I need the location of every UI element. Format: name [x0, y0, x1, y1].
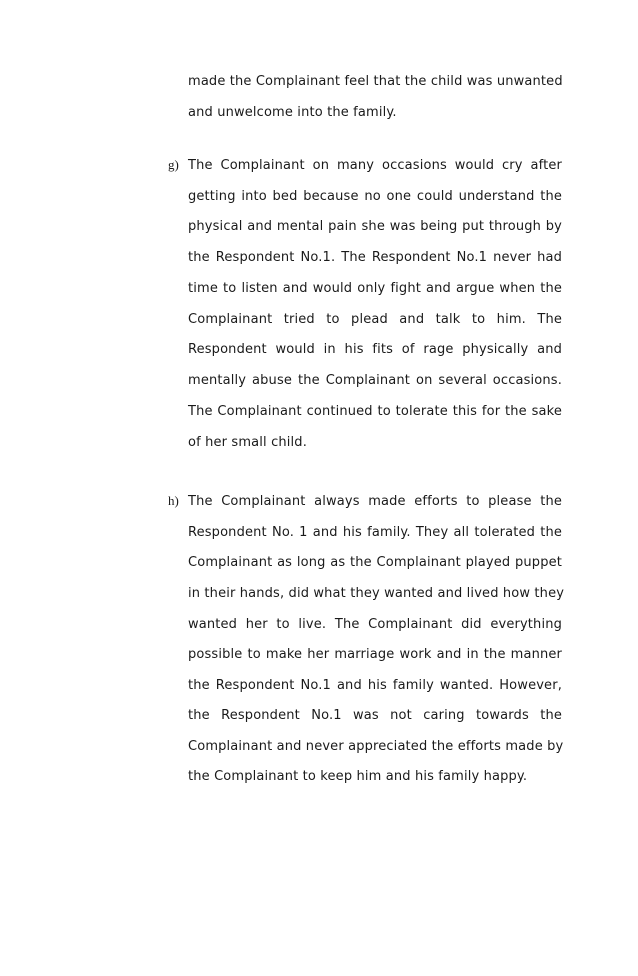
text-line: The Complainant continued to tolerate this for the sake — [188, 404, 562, 419]
paragraph-marker: g) — [168, 157, 179, 172]
text-line: of her small child. — [188, 435, 307, 450]
text-line: made the Complainant feel that the child was unwanted — [188, 74, 563, 89]
text-line: in their hands, did what they wanted and lived how they — [188, 586, 565, 601]
text-line: possible to make her marriage work and in the manner — [188, 647, 562, 662]
text-line: the Respondent No.1 and his family wanted. However, — [188, 678, 562, 693]
text-line: Respondent No. 1 and his family. They all tolerated the — [188, 525, 562, 540]
text-line: Complainant tried to plead and talk to him. The — [188, 312, 562, 327]
text-line: and unwelcome into the family. — [188, 105, 397, 120]
text-line: mentally abuse the Complainant on several occasions. — [188, 373, 562, 388]
text-line: the Respondent No.1 was not caring towards the — [188, 708, 562, 723]
text-line: Complainant as long as the Complainant played puppet — [188, 555, 562, 570]
text-line: the Respondent No.1. The Respondent No.1 never had — [188, 250, 562, 265]
text-line: time to listen and would only fight and argue when the — [188, 281, 562, 296]
text-line: Respondent would in his fits of rage physically and — [188, 342, 562, 357]
text-line: wanted her to live. The Complainant did everything — [188, 617, 562, 632]
text-line: physical and mental pain she was being put through by — [188, 219, 562, 234]
text-line: The Complainant always made efforts to please the — [188, 494, 562, 509]
text-line: getting into bed because no one could understand the — [188, 189, 562, 204]
paragraph-marker: h) — [168, 493, 179, 508]
text-line: Complainant and never appreciated the efforts made by — [188, 739, 564, 754]
text-line: The Complainant on many occasions would cry after — [188, 158, 562, 173]
text-line: the Complainant to keep him and his family happy. — [188, 769, 528, 784]
